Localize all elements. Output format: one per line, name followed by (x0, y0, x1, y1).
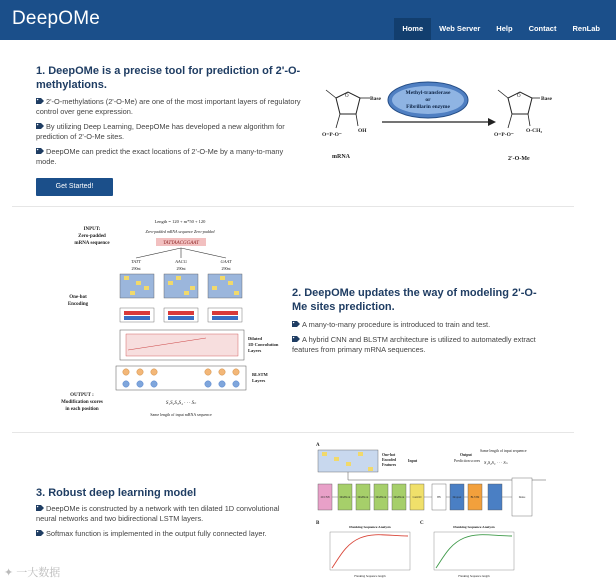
bullet-text: 2'-O-methylations (2'-O-Me) are one of the most important layers of regulatory control over gene expression. (36, 97, 301, 116)
panel-a-label: A (316, 443, 320, 448)
methylation-reaction-diagram (312, 76, 568, 176)
section-divider (12, 432, 574, 433)
length-label: Length = 120 + m*50 + 120 (154, 219, 206, 224)
output-seq-3: S₁S₂S₃ · · · Sₙ (484, 460, 508, 465)
bullet-text: DeepOMe can predict the exact locations of 2'-O-Me by a many-to-many mode. (36, 147, 284, 166)
watermark: ✦ 一大数据 (4, 567, 61, 579)
block-label: BLSTM (470, 496, 480, 499)
block-label: DilaBlock (357, 496, 369, 499)
tag-icon (36, 98, 44, 104)
nav-contact[interactable]: Contact (528, 24, 557, 33)
block-label: Conv1D (412, 496, 422, 499)
block-label: DilaBlock (339, 496, 351, 499)
dilated-label-1: Dilated (248, 336, 262, 341)
mrna-label: mRNA (332, 154, 350, 160)
section3-bullet (36, 529, 294, 539)
window-len-1: 290nt (131, 266, 141, 271)
onehot-label-2: Encoding (67, 302, 89, 307)
oh-label: OH (358, 128, 367, 134)
output-label-2: Modification scores (61, 400, 103, 405)
och3-label: O-CH₃ (526, 128, 543, 134)
block-label: DilaBlock (393, 496, 405, 499)
svg-text:O: O (345, 94, 349, 99)
section1-title: 1. DeepOMe is a precise tool for prediction of 2'-O-methylations. (36, 65, 301, 91)
window-2: AACG (175, 259, 187, 264)
input-label: INPUT: (83, 227, 101, 232)
output-header: Output (460, 453, 472, 457)
model-pipeline-diagram (56, 214, 292, 420)
tag-icon (36, 505, 44, 511)
output-footer: Same length of input mRNA sequence (150, 412, 212, 417)
phosphate-label-right: O=P-O⁻ (494, 132, 514, 138)
nav-help[interactable]: Help (496, 24, 513, 33)
architecture-figure (310, 438, 576, 580)
methylated-ribose (494, 90, 553, 162)
dilated-label-2: 1D Convolution (248, 342, 279, 347)
dilated-label-3: Layers (248, 348, 262, 353)
get-started-button[interactable]: Get Started! (36, 178, 113, 196)
onehot-text-1: One-hot (382, 453, 396, 457)
section1-bullet (36, 122, 301, 142)
nav-menu (394, 18, 608, 40)
block-label: DilaBlock (375, 496, 387, 499)
tag-icon (36, 123, 44, 129)
section-divider (12, 206, 574, 207)
window-len-3: 290nt (221, 266, 231, 271)
base-label-right: Base (541, 96, 552, 102)
section3-title: 3. Robust deep learning model (36, 487, 197, 499)
onehot-grids (120, 274, 242, 322)
chart-c-xlabel: Flanking Sequence length (458, 574, 490, 578)
block-label: Dropout (452, 496, 462, 499)
chart-b-title: Flanking Sequence Analysis (349, 525, 391, 529)
block-label: 1D CNN (320, 496, 330, 499)
blstm-label-1: BLSTM (252, 372, 268, 377)
bullet-text: Softmax function is implemented in the output fully connected layer. (46, 529, 267, 538)
input-tag: Input (408, 459, 418, 463)
panel-c-label: C (420, 521, 424, 526)
tag-icon (36, 530, 44, 536)
output-label-3: in each position (65, 407, 99, 412)
same-length-label: Same length of input sequence (480, 449, 527, 453)
tag-icon (36, 148, 44, 154)
input-sub-1: Zero-padded (78, 234, 106, 239)
output-seq: S₁S₂S₃S₄ · · · Sₙ (165, 401, 197, 406)
input-sub-2: mRNA sequence (74, 241, 110, 246)
enzyme-label-1: Methyl-transferase (405, 90, 451, 96)
tag-icon (292, 321, 300, 327)
blstm-block (116, 366, 246, 390)
enzyme-label-3: Fibrillarin enzyme (406, 104, 450, 110)
tag-icon (292, 336, 300, 342)
base-label: Base (370, 96, 381, 102)
nav-home[interactable]: Home (394, 18, 431, 40)
block-blstm-2 (488, 484, 502, 510)
bullet-text: A many-to-many procedure is introduced to train and test. (302, 320, 491, 329)
output-label-1: OUTPUT : (70, 393, 94, 398)
window-1: TATT (131, 259, 141, 264)
panel-b-label: B (316, 521, 320, 526)
onehot-text-3: Features (382, 463, 397, 467)
output-header-2: Prediction scores (454, 459, 481, 463)
nav-web-server[interactable]: Web Server (439, 24, 481, 33)
chart-c-frame (434, 532, 514, 570)
onehot-label-1: One-hot (69, 295, 87, 300)
nav-renlab[interactable]: RenLab (572, 24, 600, 33)
navbar (0, 0, 616, 40)
zero-padded-line: Zero-padded mRNA sequence Zero-padded (145, 229, 215, 234)
twoome-label: 2'-O-Me (508, 156, 530, 162)
chart-c-title: Flanking Sequence Analysis (453, 525, 495, 529)
block-label: Dense (518, 496, 526, 499)
phosphate-label: O=P-O⁻ (322, 132, 342, 138)
svg-text:O: O (517, 94, 521, 99)
chart-b-xlabel: Flanking Sequence length (354, 574, 386, 578)
block-label: BN (437, 496, 441, 499)
chart-b-frame (330, 532, 410, 570)
sequence-text: TATTAACGGAAT (163, 241, 199, 246)
window-3: GAAT (220, 259, 232, 264)
blstm-label-2: Layers (252, 378, 266, 383)
mrna-ribose (322, 90, 382, 160)
bullet-text: DeepOMe is constructed by a network with ten dilated 1D convolutional neural networks and two bidirectional LSTM layers. (36, 504, 280, 523)
section2-title: 2. DeepOMe updates the way of modeling 2'-O-Me sites prediction. (292, 287, 537, 313)
brand-logo[interactable]: DeepOMe (12, 8, 100, 29)
onehot-text-2: Encoded (382, 458, 397, 462)
section1-bullet (36, 97, 301, 117)
bullet-text: By utilizing Deep Learning, DeepOMe has developed a new algorithm for prediction of 2'-O-Me sites. (36, 122, 285, 141)
window-len-2: 290nt (176, 266, 186, 271)
section2-bullet (292, 335, 562, 355)
section1-bullet (36, 147, 301, 167)
section2-bullet (292, 320, 562, 330)
section3-bullet (36, 504, 294, 524)
bullet-text: A hybrid CNN and BLSTM architecture is utilized to automatedly extract features from primary mRNA sequences. (292, 335, 536, 354)
enzyme-label-2: or (425, 97, 431, 103)
